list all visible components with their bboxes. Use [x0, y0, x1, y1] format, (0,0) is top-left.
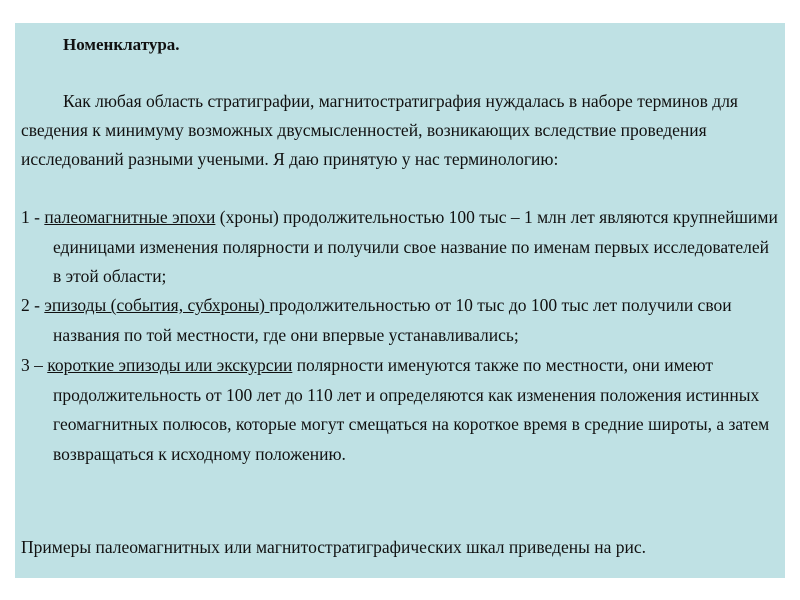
term-item-2 — [21, 291, 779, 350]
footer-paragraph: Примеры палеомагнитных или магнитостратиграфических шкал приведены на рис. — [21, 537, 647, 557]
term-item-3-description: полярности именуются также по местности, они имеют продолжительность от 100 лет до 110 лет и определяются как изменения положения истинных геомагнитных полюсов, которые могут смещаться на короткое время в средние широты, а затем возвращаться к исходному положению. — [53, 355, 770, 464]
slide-heading: Номенклатура. — [63, 35, 180, 54]
term-item-2-prefix: 2 - — [21, 295, 45, 315]
term-item-3-term: короткие эпизоды или экскурсии — [47, 355, 293, 375]
term-item-2-term: эпизоды (события, субхроны) — [44, 295, 270, 315]
term-item-1-description: (хроны) продолжительностью 100 тыс – 1 млн лет являются крупнейшими единицами изменения полярности и получили свое название по именам первых исследователей в этой области; — [53, 207, 778, 286]
term-item-1-prefix: 1 - — [21, 207, 45, 227]
term-item-1 — [21, 203, 779, 292]
term-item-1-term: палеомагнитные эпохи — [44, 207, 216, 227]
intro-paragraph: Как любая область стратиграфии, магнитостратиграфия нуждалась в наборе терминов для сведения к минимуму возможных двусмысленностей, возникающих вследствие проведения исследований разными учеными. Я даю принятую у нас терминологию: — [21, 91, 738, 169]
slide — [15, 23, 785, 578]
term-item-3-prefix: 3 – — [21, 355, 48, 375]
term-item-3 — [21, 351, 779, 469]
term-item-2-description: продолжительностью от 10 тыс до 100 тыс лет получили свои названия по той местности, где они впервые устанавливались; — [53, 295, 732, 345]
